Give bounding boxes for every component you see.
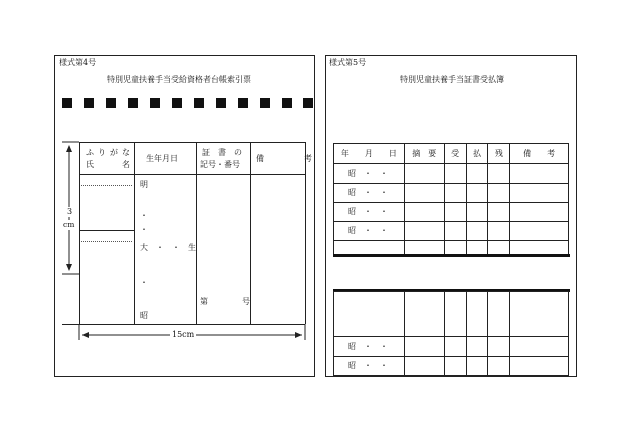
table-row <box>334 241 569 255</box>
form5-label: 様式第5号 <box>329 58 367 67</box>
col-header-balance: 残 <box>488 144 510 164</box>
era-dot: ・ <box>140 211 148 220</box>
dimension-height-value: 3 <box>67 207 73 216</box>
row-date: 昭 ・ ・ <box>334 222 405 241</box>
header-remarks: 備 考 <box>256 154 320 163</box>
row-date: 昭 ・ ・ <box>334 203 405 222</box>
table-row <box>334 357 569 376</box>
table-row <box>334 337 569 357</box>
col-header-remarks: 備 考 <box>510 144 569 164</box>
header-birth-date: 生年月日 <box>146 154 178 163</box>
col-header-summary: 摘 要 <box>404 144 444 164</box>
col-header-received: 受 <box>444 144 466 164</box>
dimension-height-unit: cm <box>63 220 75 229</box>
form4-label: 様式第4号 <box>59 58 97 67</box>
era-dot: ・ <box>140 225 148 234</box>
col-header-date: 年 月 日 <box>334 144 405 164</box>
page-break-line <box>333 254 570 257</box>
era-taisho: 大 ・ ・ 生 <box>140 243 196 252</box>
form4-title: 特別児童扶養手当受給資格者台帳索引票 <box>107 75 251 84</box>
col-header-paid: 払 <box>466 144 488 164</box>
era-dot: ・ <box>140 278 148 287</box>
table-row <box>334 292 569 337</box>
cert-number-suffix: 第 号 <box>200 297 256 306</box>
header-cert-a: 証 書 の <box>202 148 242 157</box>
ledger-table-upper <box>333 143 569 255</box>
row-date: 昭 ・ ・ <box>334 184 405 203</box>
dimension-width-label: 15cm <box>172 330 195 339</box>
row-date: 昭 ・ ・ <box>334 357 405 376</box>
era-showa: 昭 <box>140 311 148 320</box>
row-date: 昭 ・ ・ <box>334 164 405 184</box>
header-furigana: ふりがな <box>86 148 134 157</box>
table-row <box>334 222 569 241</box>
table-row <box>334 164 569 184</box>
row-date: 昭 ・ ・ <box>334 337 405 357</box>
form5-title: 特別児童扶養手当証書受払簿 <box>400 75 504 84</box>
table-row <box>334 203 569 222</box>
ledger-table-lower <box>333 291 569 376</box>
era-meiji: 明 <box>140 180 148 189</box>
header-name: 氏 名 <box>86 160 134 169</box>
header-cert-b: 記号・番号 <box>200 160 240 169</box>
table-row <box>334 184 569 203</box>
